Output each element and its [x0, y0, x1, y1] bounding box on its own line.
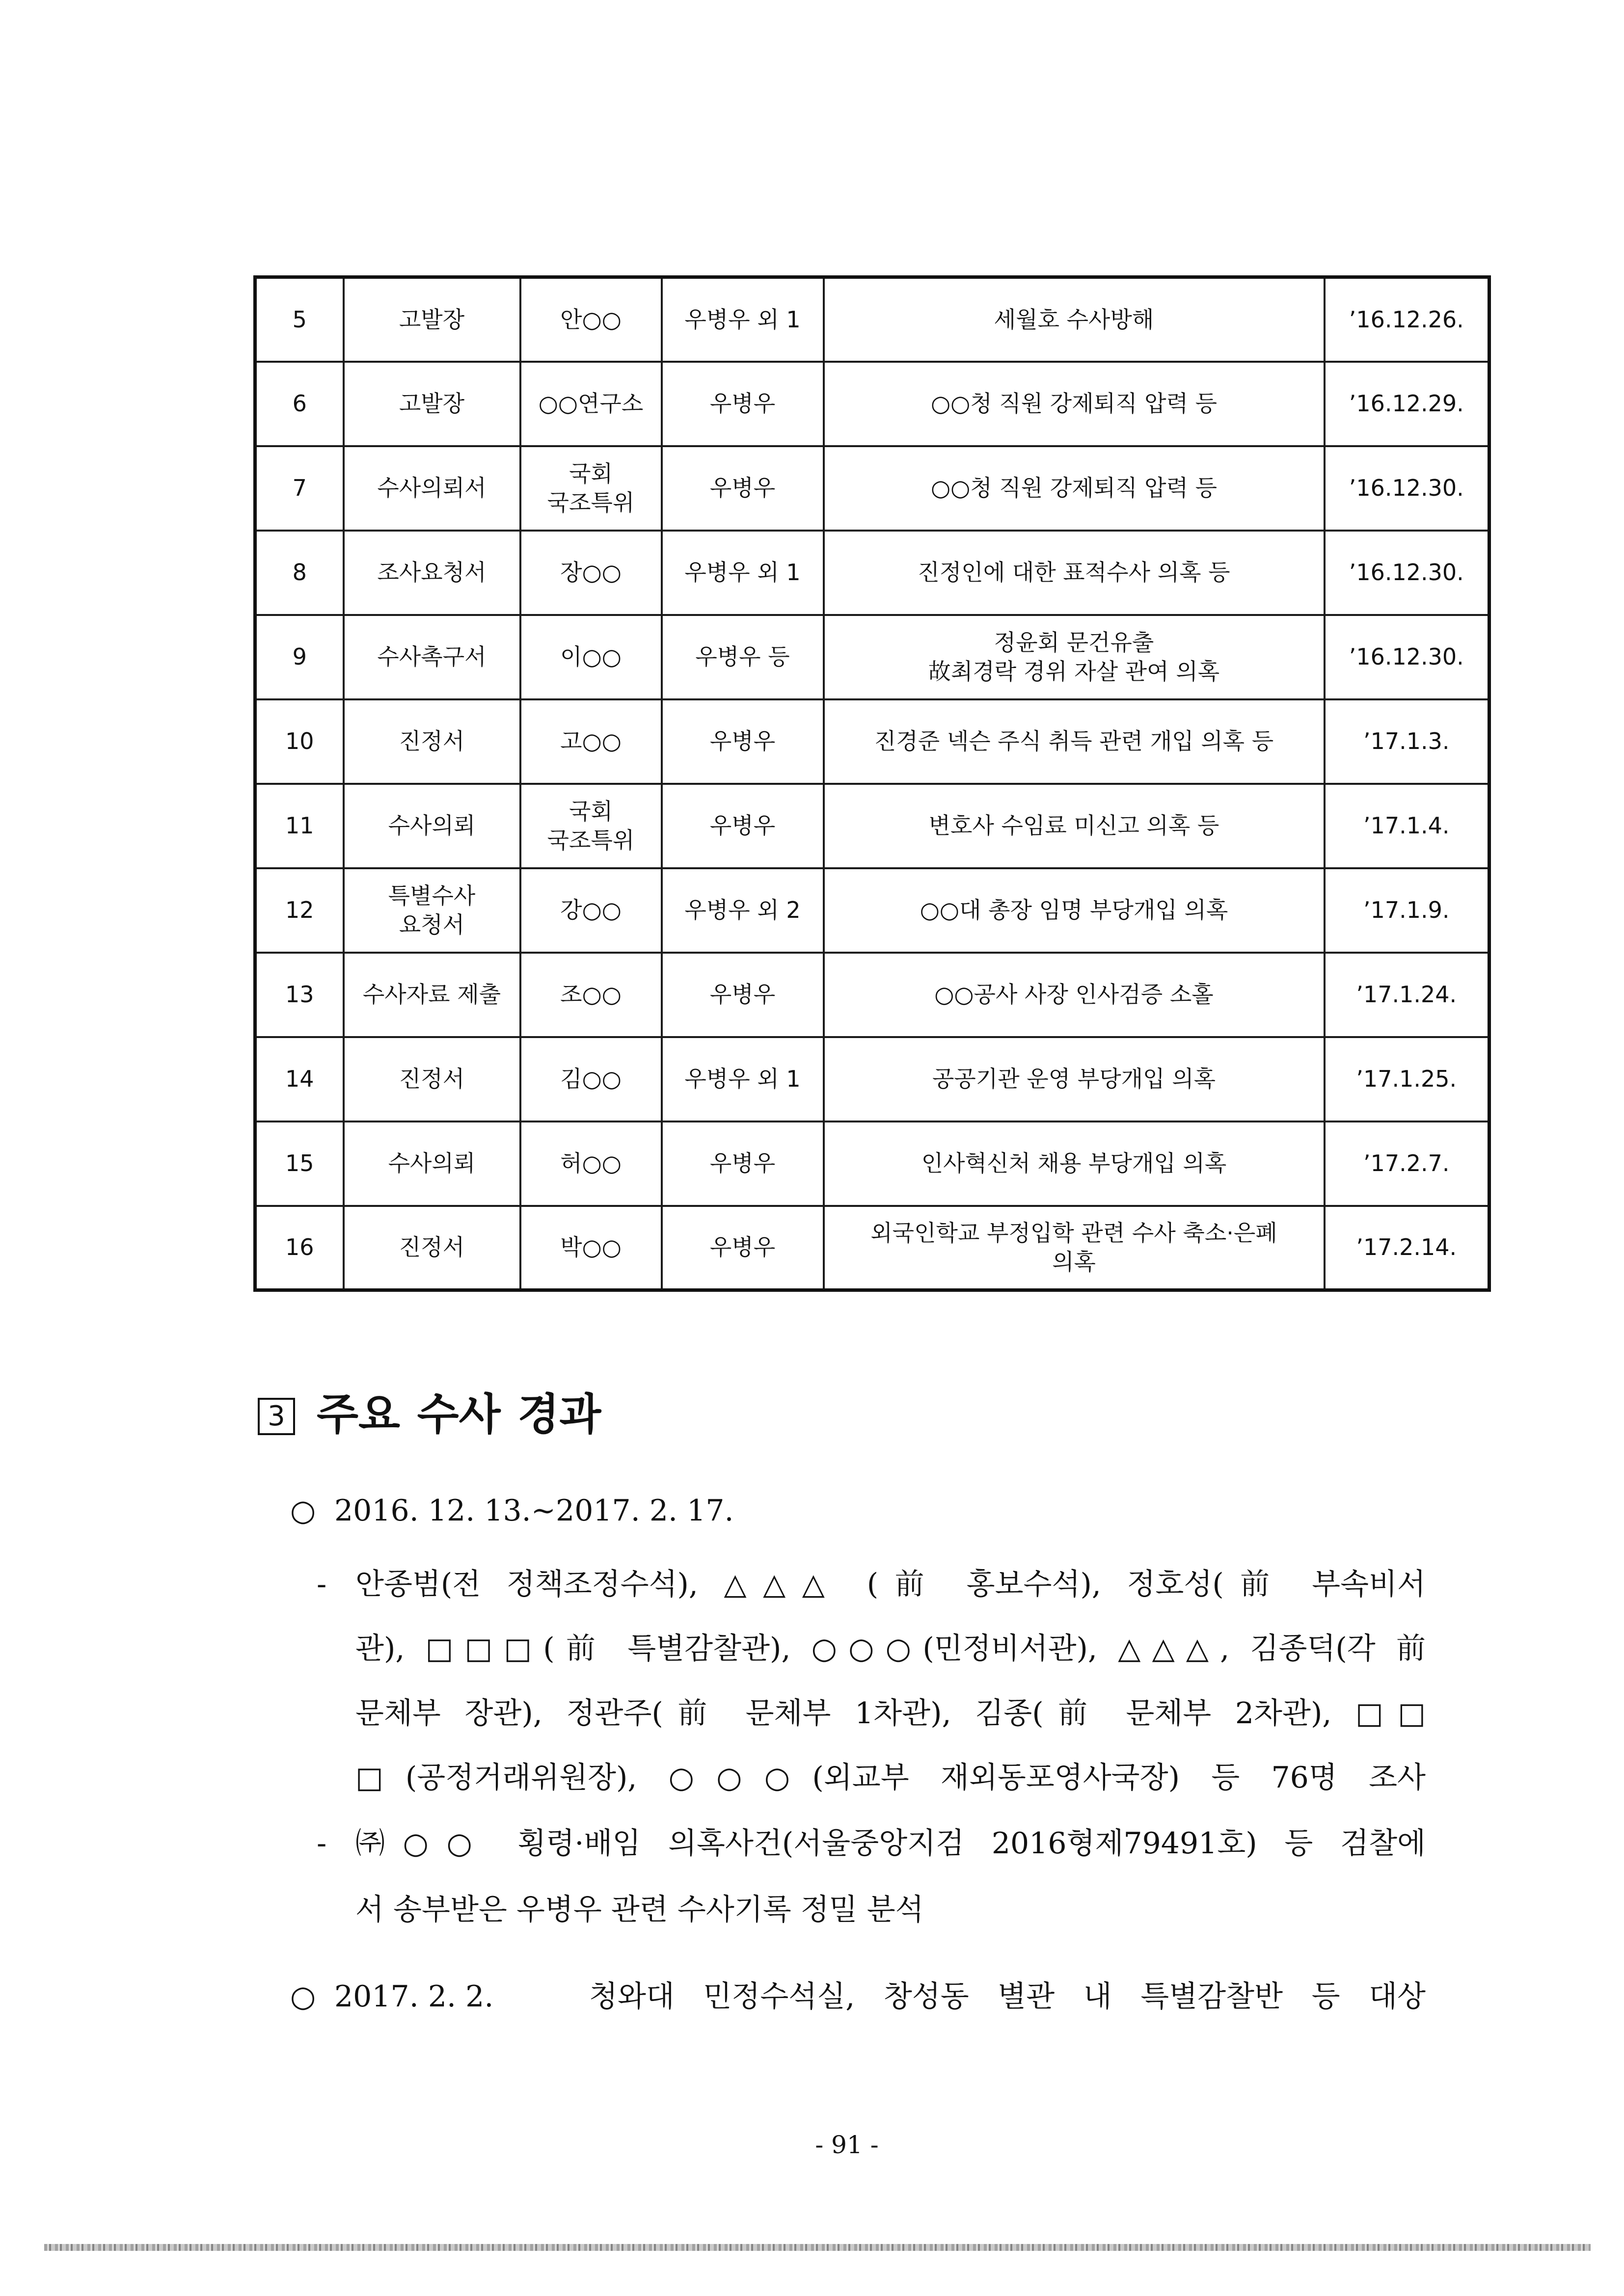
item-date: 2016. 12. 13.~2017. 2. 17. — [334, 1494, 734, 1528]
subject-cell: 우병우 — [662, 362, 824, 446]
document-type-cell: 수사촉구서 — [344, 615, 520, 699]
date-cell: ’17.1.25. — [1325, 1037, 1489, 1121]
row-number-cell: 9 — [255, 615, 344, 699]
table-row — [255, 1037, 1489, 1121]
date-cell: ’17.2.7. — [1325, 1121, 1489, 1206]
subject-cell: 우병우 등 — [662, 615, 824, 699]
filer-cell: 박○○ — [520, 1206, 662, 1290]
table-row — [255, 1121, 1489, 1206]
row-number-cell: 7 — [255, 446, 344, 531]
detail-line: 안종범(전 정책조정수석), △△△ (前 홍보수석), 정호성(前 부속비서 — [355, 1567, 1426, 1602]
filer-cell: 김○○ — [520, 1037, 662, 1121]
table-row — [255, 1206, 1489, 1290]
allegation-cell: ○○청 직원 강제퇴직 압력 등 — [824, 446, 1325, 531]
detail-line: 문체부 장관), 정관주(前 문체부 1차관), 김종(前 문체부 2차관), □□ — [355, 1696, 1426, 1731]
allegation-cell: 정윤회 문건유출 故최경락 경위 자살 관여 의혹 — [824, 615, 1325, 699]
date-cell: ’16.12.30. — [1325, 446, 1489, 531]
detail-line: □(공정거래위원장), ○○○(외교부 재외동포영사국장) 등 76명 조사 — [355, 1761, 1426, 1795]
table-row — [255, 699, 1489, 784]
date-cell: ’16.12.26. — [1325, 277, 1489, 362]
row-number-cell: 5 — [255, 277, 344, 362]
table-row — [255, 277, 1489, 362]
scan-edge-band — [44, 2244, 1591, 2251]
table-row — [255, 362, 1489, 446]
allegation-cell: 진경준 넥슨 주식 취득 관련 개입 의혹 등 — [824, 699, 1325, 784]
complaint-records-table — [253, 275, 1491, 1292]
allegation-cell: 세월호 수사방해 — [824, 277, 1325, 362]
subject-cell: 우병우 외 2 — [662, 868, 824, 953]
date-cell: ’17.1.3. — [1325, 699, 1489, 784]
document-type-cell: 진정서 — [344, 699, 520, 784]
table-row — [255, 953, 1489, 1037]
filer-cell: 장○○ — [520, 531, 662, 615]
date-cell: ’16.12.29. — [1325, 362, 1489, 446]
filer-cell: 고○○ — [520, 699, 662, 784]
filer-cell: 국회 국조특위 — [520, 446, 662, 531]
subject-cell: 우병우 — [662, 784, 824, 868]
row-number-cell: 14 — [255, 1037, 344, 1121]
allegation-cell: 변호사 수임료 미신고 의혹 등 — [824, 784, 1325, 868]
document-type-cell: 조사요청서 — [344, 531, 520, 615]
filer-cell: 안○○ — [520, 277, 662, 362]
subject-cell: 우병우 — [662, 1121, 824, 1206]
date-cell: ’17.1.4. — [1325, 784, 1489, 868]
date-cell: ’16.12.30. — [1325, 615, 1489, 699]
row-number-cell: 13 — [255, 953, 344, 1037]
item-bullet: ○ — [290, 1494, 316, 1528]
allegation-cell: ○○대 총장 임명 부당개입 의혹 — [824, 868, 1325, 953]
document-type-cell: 고발장 — [344, 277, 520, 362]
filer-cell: 이○○ — [520, 615, 662, 699]
section-number-box: 3 — [258, 1398, 295, 1435]
document-type-cell: 특별수사 요청서 — [344, 868, 520, 953]
detail-line: ㈜○○ 횡령·배임 의혹사건(서울중앙지검 2016형제79491호) 등 검찰에 — [355, 1826, 1426, 1861]
date-cell: ’16.12.30. — [1325, 531, 1489, 615]
table-body — [255, 277, 1489, 1290]
row-number-cell: 8 — [255, 531, 344, 615]
row-number-cell: 15 — [255, 1121, 344, 1206]
page-number: - 91 - — [815, 2131, 879, 2159]
item-text: 청와대 민정수석실, 창성동 별관 내 특별감찰반 등 대상 — [589, 1979, 1426, 2014]
table-row — [255, 615, 1489, 699]
table-row — [255, 531, 1489, 615]
table-row — [255, 784, 1489, 868]
document-type-cell: 수사의뢰 — [344, 784, 520, 868]
table-row — [255, 868, 1489, 953]
allegation-cell: 외국인학교 부정입학 관련 수사 축소·은폐 의혹 — [824, 1206, 1325, 1290]
detail-dash: - — [317, 1826, 327, 1861]
subject-cell: 우병우 외 1 — [662, 1037, 824, 1121]
subject-cell: 우병우 — [662, 446, 824, 531]
allegation-cell: 공공기관 운영 부당개입 의혹 — [824, 1037, 1325, 1121]
document-type-cell: 수사자료 제출 — [344, 953, 520, 1037]
document-type-cell: 수사의뢰서 — [344, 446, 520, 531]
detail-line: 서 송부받은 우병우 관련 수사기록 정밀 분석 — [355, 1893, 924, 1927]
subject-cell: 우병우 — [662, 1206, 824, 1290]
item-bullet: ○ — [290, 1979, 316, 2014]
allegation-cell: ○○청 직원 강제퇴직 압력 등 — [824, 362, 1325, 446]
document-type-cell: 진정서 — [344, 1037, 520, 1121]
filer-cell: 강○○ — [520, 868, 662, 953]
detail-dash: - — [317, 1567, 327, 1602]
table-row — [255, 446, 1489, 531]
filer-cell: 허○○ — [520, 1121, 662, 1206]
allegation-cell: 인사혁신처 채용 부당개입 의혹 — [824, 1121, 1325, 1206]
item-date: 2017. 2. 2. — [334, 1979, 494, 2014]
date-cell: ’17.1.9. — [1325, 868, 1489, 953]
subject-cell: 우병우 외 1 — [662, 531, 824, 615]
allegation-cell: 진정인에 대한 표적수사 의혹 등 — [824, 531, 1325, 615]
section-title: 주요 수사 경과 — [317, 1389, 601, 1440]
filer-cell: 국회 국조특위 — [520, 784, 662, 868]
filer-cell: 조○○ — [520, 953, 662, 1037]
filer-cell: ○○연구소 — [520, 362, 662, 446]
subject-cell: 우병우 — [662, 699, 824, 784]
subject-cell: 우병우 — [662, 953, 824, 1037]
document-type-cell: 고발장 — [344, 362, 520, 446]
date-cell: ’17.1.24. — [1325, 953, 1489, 1037]
row-number-cell: 6 — [255, 362, 344, 446]
document-type-cell: 진정서 — [344, 1206, 520, 1290]
row-number-cell: 16 — [255, 1206, 344, 1290]
allegation-cell: ○○공사 사장 인사검증 소홀 — [824, 953, 1325, 1037]
document-type-cell: 수사의뢰 — [344, 1121, 520, 1206]
subject-cell: 우병우 외 1 — [662, 277, 824, 362]
row-number-cell: 11 — [255, 784, 344, 868]
date-cell: ’17.2.14. — [1325, 1206, 1489, 1290]
row-number-cell: 12 — [255, 868, 344, 953]
detail-line: 관), □□□(前 특별감찰관), ○○○(민정비서관), △△△, 김종덕(각 前 — [355, 1631, 1426, 1666]
row-number-cell: 10 — [255, 699, 344, 784]
